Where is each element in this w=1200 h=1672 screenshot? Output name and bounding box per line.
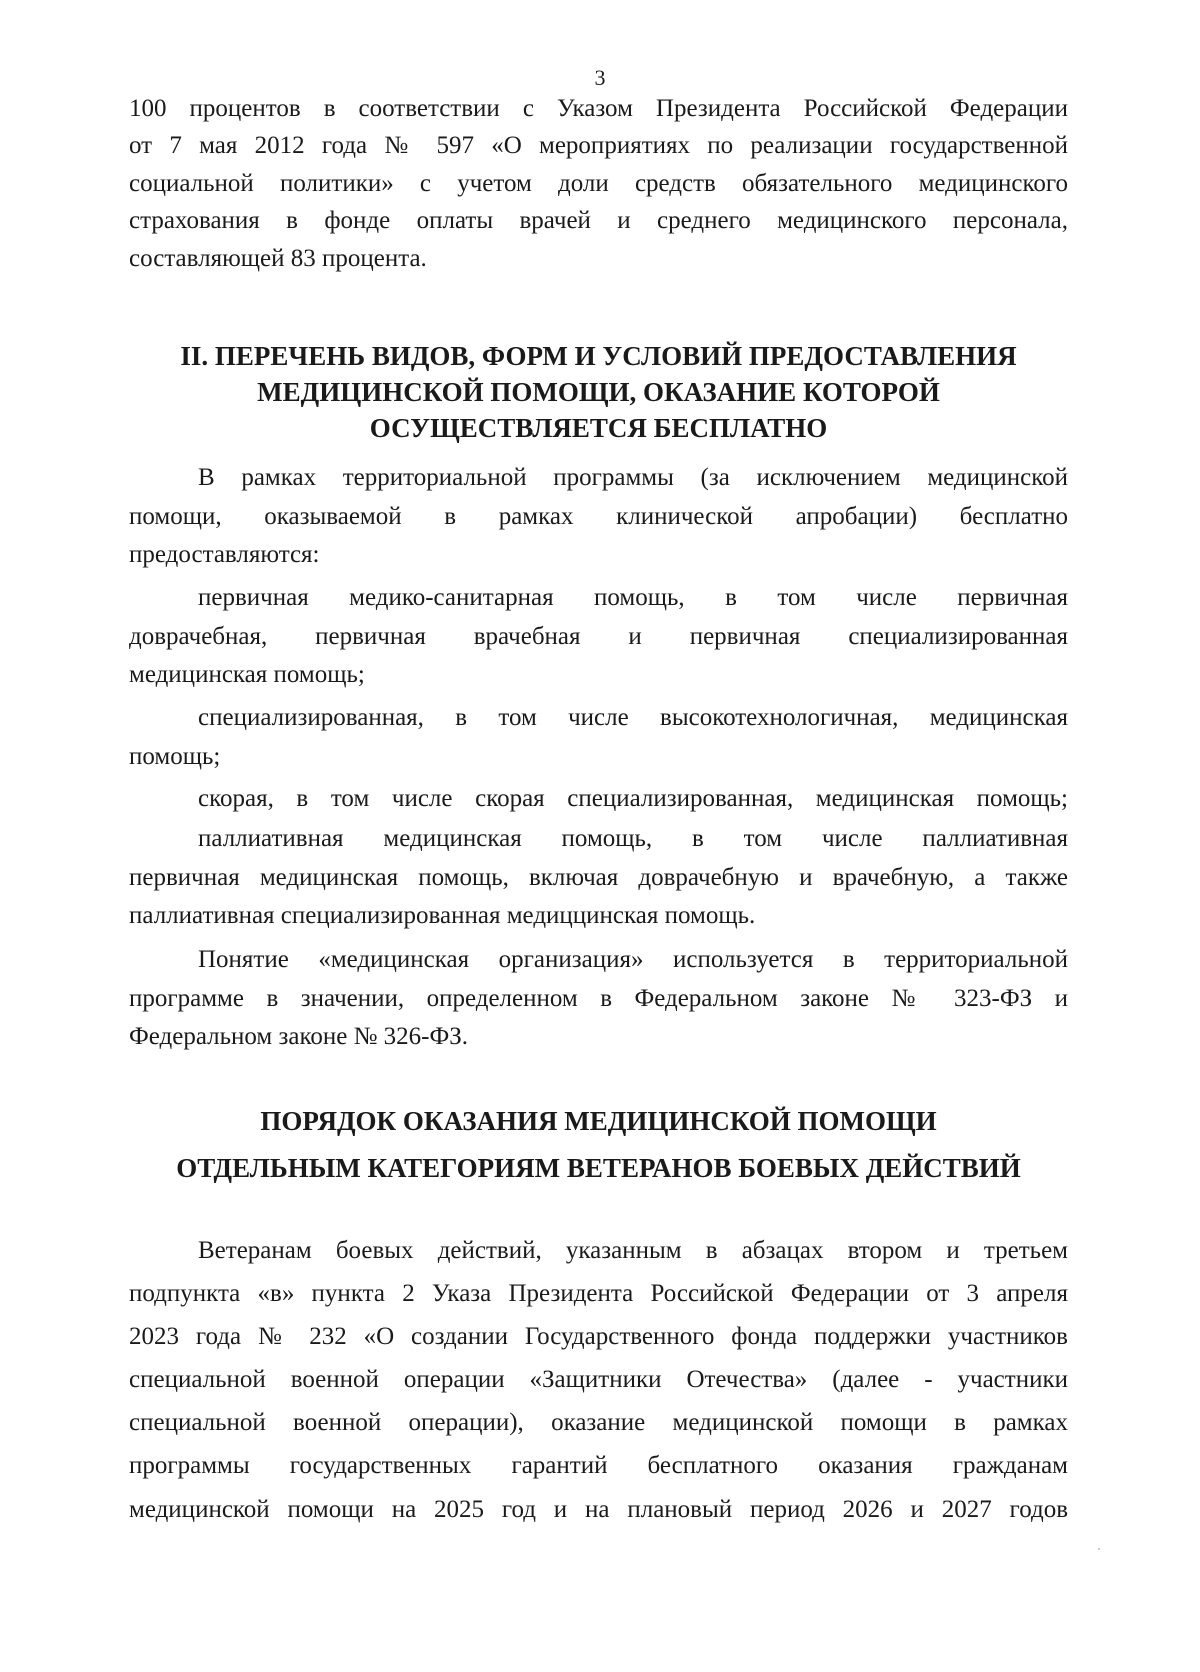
text-line: страхования в фонде оплаты врачей и среднего медицинского персонала, [129,207,1068,235]
text-line: скорая, в том числе скорая специализированная, медицинская помощь; [198,785,1068,812]
text-line: паллиативная специализированная медиццинская помощь. [129,902,756,930]
paragraph-specialized-care [129,699,1068,776]
heading-line: II. ПЕРЕЧЕНЬ ВИДОВ, ФОРМ И УСЛОВИЙ ПРЕДОСТАВЛЕНИЯ [180,341,1017,371]
page-number: 3 [594,65,606,90]
text-line: программе в значении, определенном в Федеральном законе № 323-ФЗ и [129,984,1068,1012]
heading-line: ОТДЕЛЬНЫМ КАТЕГОРИЯМ ВЕТЕРАНОВ БОЕВЫХ ДЕЙСТВИЙ [176,1153,1021,1183]
text-line: Ветеранам боевых действий, указанным в абзацах втором и третьем [198,1237,1068,1264]
scan-speck [1098,1548,1100,1550]
text-line: медицинская помощь; [129,661,365,689]
text-line: от 7 мая 2012 года № 597 «О мероприятиях по реализации государственной [129,132,1068,160]
paragraph-scope [129,459,1068,575]
section-2-heading [129,338,1068,446]
paragraph-veterans [129,1229,1068,1531]
text-line: Понятие «медицинская организация» используется в территориальной [198,946,1068,973]
text-line: предоставляются: [129,541,320,569]
text-line: специальной военной операции), оказание медицинской помощи в рамках [129,1409,1068,1437]
text-line: паллиативная медицинская помощь, в том числе паллиативная [198,825,1068,852]
text-line: медицинской помощи на 2025 год и на плановый период 2026 и 2027 годов [129,1495,1068,1523]
intro-paragraph [129,90,1068,277]
text-line: первичная медицинская помощь, включая доврачебную и врачебную, а также [129,863,1068,891]
text-line: доврачебная, первичная врачебная и первичная специализированная [129,622,1068,650]
text-line: Федеральном законе № 326-ФЗ. [129,1023,469,1051]
text-line: помощи, оказываемой в рамках клинической апробации) бесплатно [129,502,1068,530]
text-line: 100 процентов в соответствии с Указом Президента Российской Федерации [129,95,1068,122]
text-line: первичная медико-санитарная помощь, в том числе первичная [198,584,1068,611]
paragraph-primary-care [129,579,1068,695]
text-line: подпункта «в» пункта 2 Указа Президента Российской Федерации от 3 апреля [129,1280,1068,1308]
text-line: 2023 года № 232 «О создании Государственного фонда поддержки участников [129,1323,1068,1351]
heading-line: ПОРЯДОК ОКАЗАНИЯ МЕДИЦИНСКОЙ ПОМОЩИ [260,1106,937,1136]
heading-line: ОСУЩЕСТВЛЯЕТСЯ БЕСПЛАТНО [369,413,828,443]
heading-line: МЕДИЦИНСКОЙ ПОМОЩИ, ОКАЗАНИЕ КОТОРОЙ [257,377,940,407]
paragraph-emergency-care [129,780,1068,819]
paragraph-organization-definition [129,941,1068,1057]
text-line: социальной политики» с учетом доли средств обязательного медицинского [129,169,1068,197]
paragraph-palliative-care [129,820,1068,936]
text-line: специальной военной операции «Защитники Отечества» (далее - участники [129,1366,1068,1394]
text-line: В рамках территориальной программы (за исключением медицинской [198,464,1068,491]
text-line: помощь; [129,742,221,770]
text-line: специализированная, в том числе высокотехнологичная, медицинская [198,704,1068,731]
veterans-heading [129,1098,1068,1192]
text-line: программы государственных гарантий бесплатного оказания гражданам [129,1452,1068,1480]
text-line: составляющей 83 процента. [129,244,427,272]
